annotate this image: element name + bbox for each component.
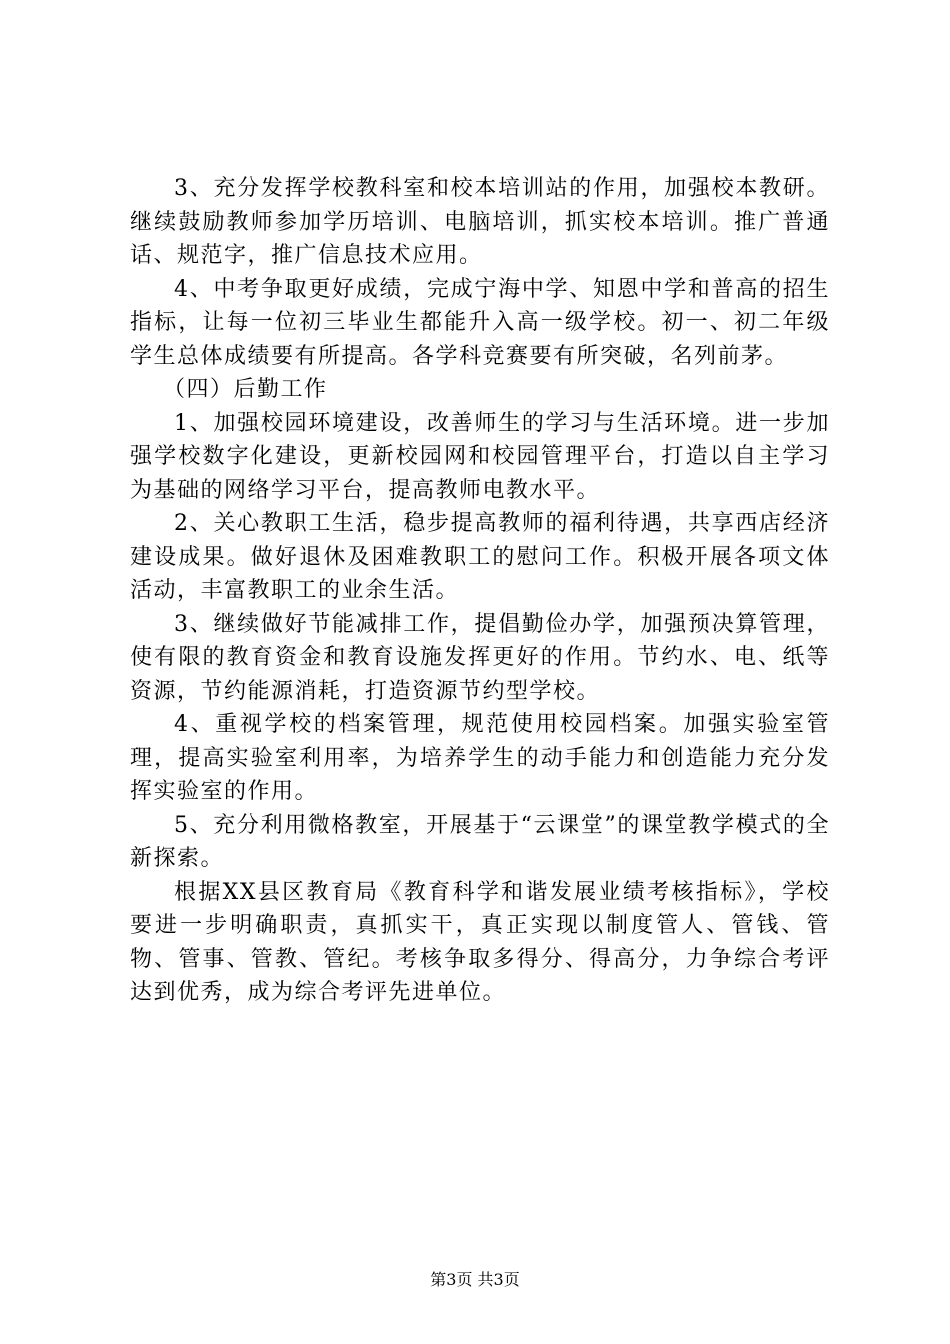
page-footer	[0, 1270, 950, 1290]
logistics-item-campus-environment: 1、加强校园环境建设，改善师生的学习与生活环境。进一步加强学校数字化建设，更新校园网和校园管理平台，打造以自主学习为基础的网络学习平台，提高教师电教水平。	[130, 410, 830, 503]
logistics-item-microteaching: 5、充分利用微格教室，开展基于“云课堂”的课堂教学模式的全新探索。	[130, 812, 830, 871]
page-indicator: 第3页 共3页	[430, 1270, 520, 1289]
logistics-item-staff-welfare: 2、关心教职工生活，稳步提高教师的福利待遇，共享西店经济建设成果。做好退休及困难教职工的慰问工作。积极开展各项文体活动，丰富教职工的业余生活。	[130, 511, 830, 603]
document-body	[130, 172, 830, 1010]
paragraph-closing: 根据XX县区教育局《教育科学和谐发展业绩考核指标》，学校要进一步明确职责，真抓实干，真正实现以制度管人、管钱、管物、管事、管教、管纪。考核争取多得分、得高分，力争综合考评达到优秀，成为综合考评先进单位。	[130, 879, 830, 1005]
logistics-item-archive-management: 4、重视学校的档案管理，规范使用校园档案。加强实验室管理，提高实验室利用率，为培养学生的动手能力和创造能力充分发挥实验室的作用。	[130, 712, 830, 804]
paragraph-exam-goals: 4、中考争取更好成绩，完成宁海中学、知恩中学和普高的招生指标，让每一位初三毕业生都能升入高一级学校。初一、初二年级学生总体成绩要有所提高。各学科竞赛要有所突破，名列前茅。	[130, 276, 830, 369]
paragraph-teaching-research: 3、充分发挥学校教科室和校本培训站的作用，加强校本教研。继续鼓励教师参加学历培训、电脑培训，抓实校本培训。推广普通话、规范字，推广信息技术应用。	[130, 176, 830, 268]
logistics-item-energy-saving: 3、继续做好节能减排工作，提倡勤俭办学，加强预决算管理，使有限的教育资金和教育设施发挥更好的作用。节约水、电、纸等资源，节约能源消耗，打造资源节约型学校。	[130, 611, 830, 704]
section-heading-logistics: （四）后勤工作	[163, 377, 328, 402]
